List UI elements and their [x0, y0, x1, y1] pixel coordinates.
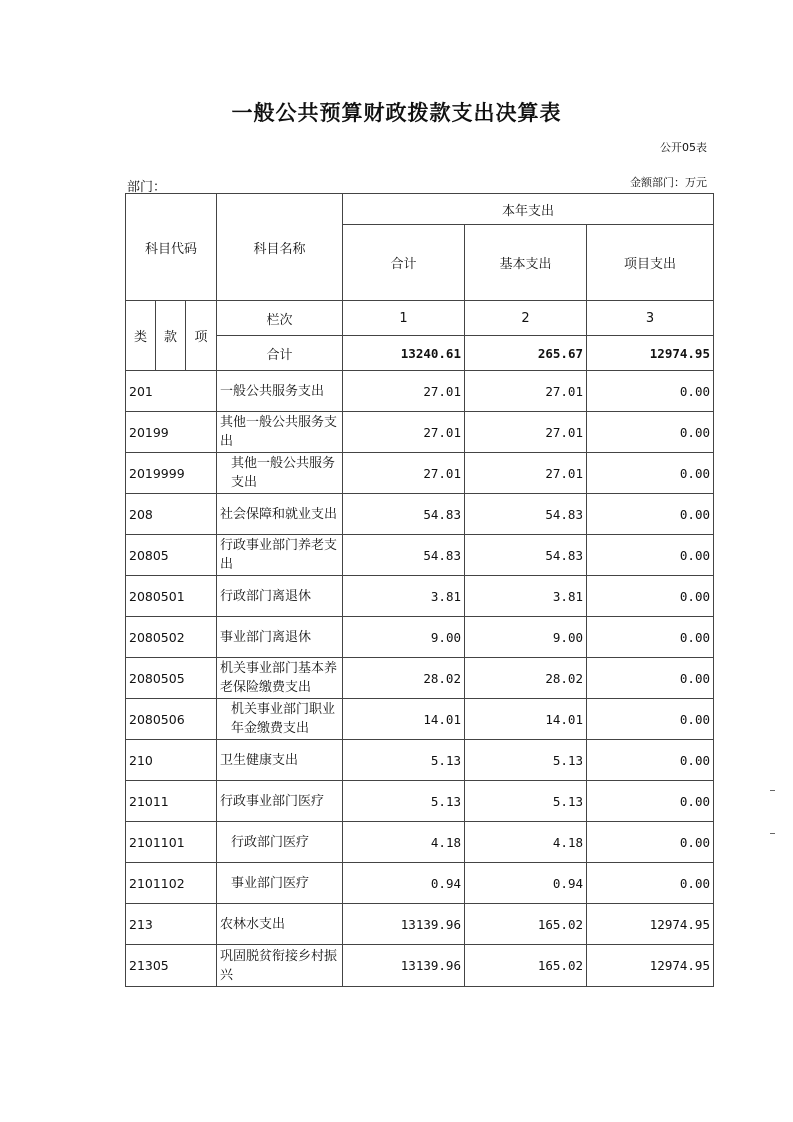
row-name: 机关事业部门基本养老保险缴费支出	[217, 658, 343, 699]
row-total: 27.01	[343, 453, 465, 494]
header-name: 科目名称	[217, 194, 343, 301]
table-row	[126, 576, 714, 617]
row-code: 2019999	[126, 453, 217, 494]
row-name: 事业部门医疗	[217, 863, 343, 904]
row-name: 机关事业部门职业年金缴费支出	[217, 699, 343, 740]
row-total: 13139.96	[343, 904, 465, 945]
department-label: 部门：	[127, 180, 167, 195]
row-basic: 4.18	[465, 822, 587, 863]
row-code: 210	[126, 740, 217, 781]
table-row	[126, 904, 714, 945]
header-code: 科目代码	[126, 194, 217, 301]
row-total: 27.01	[343, 412, 465, 453]
table-row	[126, 535, 714, 576]
header-total: 合计	[343, 225, 465, 301]
row-total: 14.01	[343, 699, 465, 740]
row-total: 5.13	[343, 781, 465, 822]
row-code: 201	[126, 371, 217, 412]
row-project: 0.00	[587, 781, 714, 822]
table-row	[126, 453, 714, 494]
header-kuan: 款	[156, 301, 186, 371]
row-total: 4.18	[343, 822, 465, 863]
row-name: 行政部门离退休	[217, 576, 343, 617]
row-total: 3.81	[343, 576, 465, 617]
row-project: 0.00	[587, 699, 714, 740]
form-number: 公开05表	[660, 141, 707, 154]
row-code: 2101101	[126, 822, 217, 863]
row-name: 卫生健康支出	[217, 740, 343, 781]
row-code: 213	[126, 904, 217, 945]
amount-unit: 金额部门：万元	[630, 176, 707, 189]
row-name: 事业部门离退休	[217, 617, 343, 658]
table-row	[126, 863, 714, 904]
row-basic: 54.83	[465, 494, 587, 535]
row-project: 0.00	[587, 863, 714, 904]
row-basic: 5.13	[465, 781, 587, 822]
header-project: 项目支出	[587, 225, 714, 301]
page-title: 一般公共预算财政拨款支出决算表	[231, 101, 562, 125]
row-project: 0.00	[587, 617, 714, 658]
row-project: 0.00	[587, 412, 714, 453]
row-basic: 5.13	[465, 740, 587, 781]
row-basic: 27.01	[465, 453, 587, 494]
row-basic: 27.01	[465, 412, 587, 453]
row-project: 12974.95	[587, 904, 714, 945]
row-basic: 27.01	[465, 371, 587, 412]
row-code: 21305	[126, 945, 217, 987]
header-xiang: 项	[186, 301, 217, 371]
row-basic: 54.83	[465, 535, 587, 576]
row-project: 0.00	[587, 822, 714, 863]
sum-label: 合计	[217, 336, 343, 371]
row-total: 27.01	[343, 371, 465, 412]
table-row	[126, 412, 714, 453]
row-project: 0.00	[587, 453, 714, 494]
scan-mark	[770, 790, 775, 791]
row-name: 行政事业部门医疗	[217, 781, 343, 822]
row-project: 0.00	[587, 371, 714, 412]
row-project: 0.00	[587, 535, 714, 576]
row-basic: 3.81	[465, 576, 587, 617]
row-basic: 0.94	[465, 863, 587, 904]
column-index-3: 3	[587, 301, 714, 336]
header-group: 本年支出	[343, 194, 714, 225]
row-code: 2080506	[126, 699, 217, 740]
row-total: 13139.96	[343, 945, 465, 987]
row-code: 2101102	[126, 863, 217, 904]
row-basic: 28.02	[465, 658, 587, 699]
table-row	[126, 699, 714, 740]
row-name: 社会保障和就业支出	[217, 494, 343, 535]
table-row	[126, 494, 714, 535]
table-row	[126, 740, 714, 781]
row-project: 0.00	[587, 740, 714, 781]
row-total: 9.00	[343, 617, 465, 658]
row-total: 5.13	[343, 740, 465, 781]
sum-basic: 265.67	[465, 336, 587, 371]
row-total: 0.94	[343, 863, 465, 904]
row-code: 21011	[126, 781, 217, 822]
row-name: 行政部门医疗	[217, 822, 343, 863]
header-basic: 基本支出	[465, 225, 587, 301]
row-project: 0.00	[587, 494, 714, 535]
column-index-2: 2	[465, 301, 587, 336]
expenditure-table	[125, 193, 714, 987]
row-name: 其他一般公共服务支出	[217, 412, 343, 453]
row-basic: 165.02	[465, 904, 587, 945]
row-code: 2080501	[126, 576, 217, 617]
table-row	[126, 781, 714, 822]
row-code: 2080505	[126, 658, 217, 699]
row-basic: 14.01	[465, 699, 587, 740]
header-lei: 类	[126, 301, 156, 371]
row-basic: 9.00	[465, 617, 587, 658]
sum-project: 12974.95	[587, 336, 714, 371]
scan-mark	[770, 833, 775, 834]
row-code: 2080502	[126, 617, 217, 658]
table-row	[126, 945, 714, 987]
row-code: 20199	[126, 412, 217, 453]
row-name: 巩固脱贫衔接乡村振兴	[217, 945, 343, 987]
row-basic: 165.02	[465, 945, 587, 987]
row-total: 54.83	[343, 494, 465, 535]
row-name: 行政事业部门养老支出	[217, 535, 343, 576]
table-row	[126, 658, 714, 699]
row-code: 208	[126, 494, 217, 535]
sum-total: 13240.61	[343, 336, 465, 371]
row-project: 12974.95	[587, 945, 714, 987]
table-row	[126, 617, 714, 658]
row-code: 20805	[126, 535, 217, 576]
table-row	[126, 822, 714, 863]
row-total: 28.02	[343, 658, 465, 699]
row-project: 0.00	[587, 576, 714, 617]
row-name: 农林水支出	[217, 904, 343, 945]
row-name: 一般公共服务支出	[217, 371, 343, 412]
column-index-label: 栏次	[217, 301, 343, 336]
column-index-1: 1	[343, 301, 465, 336]
row-name: 其他一般公共服务支出	[217, 453, 343, 494]
row-project: 0.00	[587, 658, 714, 699]
table-row	[126, 371, 714, 412]
row-total: 54.83	[343, 535, 465, 576]
